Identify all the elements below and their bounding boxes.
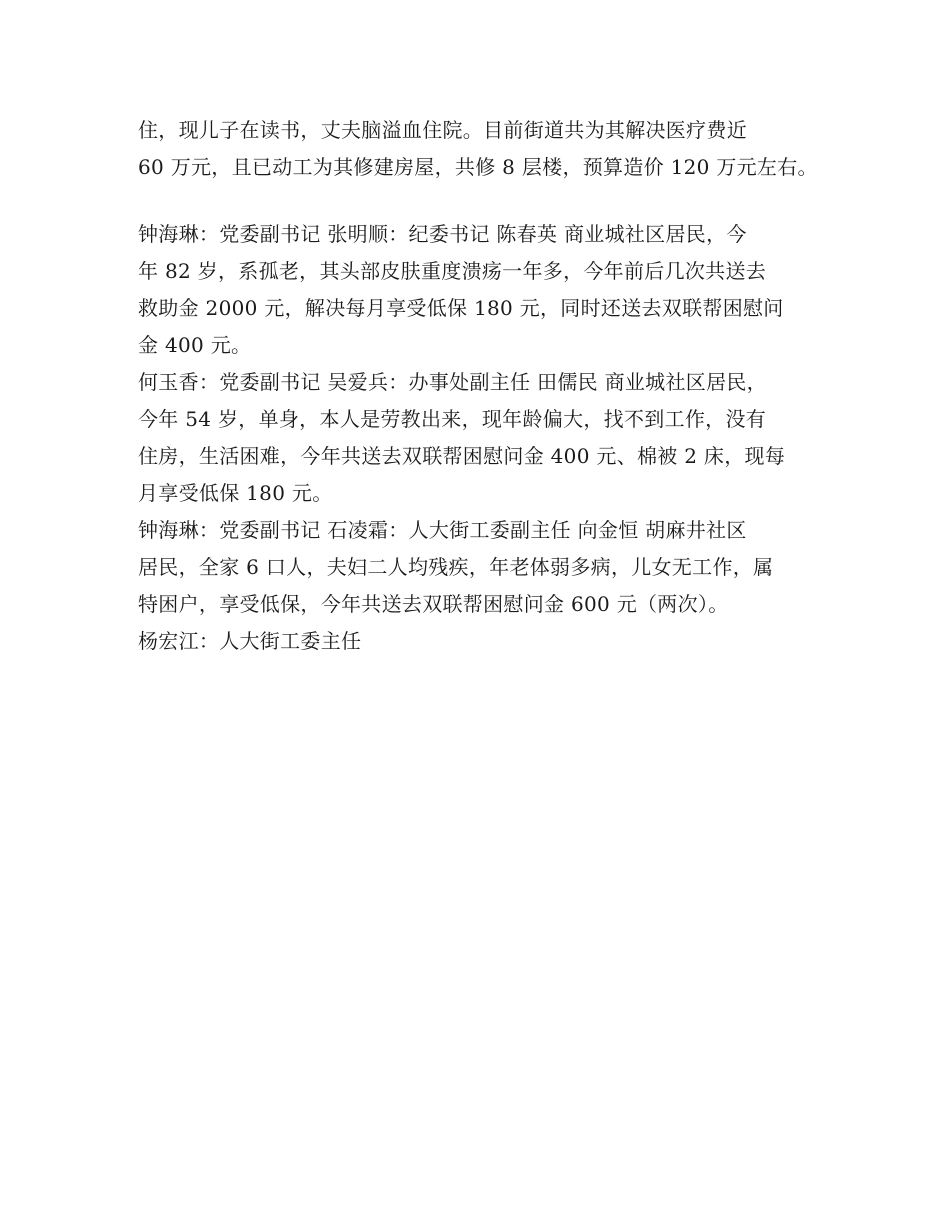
text-line: 何玉香：党委副书记 吴爱兵：办事处副主任 田儒民 商业城社区居民， — [138, 370, 767, 394]
text-line: 救助金 2000 元，解决每月享受低保 180 元，同时还送去双联帮困慰问 — [138, 296, 784, 320]
text-line: 特困户，享受低保，今年共送去双联帮困慰问金 600 元（两次）。 — [138, 592, 729, 616]
text-line: 今年 54 岁，单身，本人是劳教出来，现年龄偏大，找不到工作，没有 — [138, 407, 767, 431]
paragraph-spacer — [138, 186, 828, 216]
paragraph-case-xiang-jinheng — [138, 512, 828, 623]
paragraph-continuation — [138, 112, 828, 186]
paragraph-yang-hongjiang — [138, 623, 828, 660]
text-line: 住，现儿子在读书，丈夫脑溢血住院。目前街道共为其解决医疗费近 — [138, 118, 747, 142]
text-line: 居民，全家 6 口人，夫妇二人均残疾，年老体弱多病，儿女无工作，属 — [138, 555, 774, 579]
text-line: 金 400 元。 — [138, 333, 252, 357]
paragraph-case-tian-rumin — [138, 364, 828, 512]
text-line: 钟海琳：党委副书记 石凌霜：人大街工委副主任 向金恒 胡麻井社区 — [138, 518, 747, 542]
document-body — [138, 112, 828, 660]
paragraph-case-chen-chunying — [138, 216, 828, 364]
text-line: 年 82 岁，系孤老，其头部皮肤重度溃疡一年多，今年前后几次共送去 — [138, 259, 767, 283]
text-line: 60 万元，且已动工为其修建房屋，共修 8 层楼，预算造价 120 万元左右。 — [138, 155, 818, 179]
text-line: 杨宏江：人大街工委主任 — [138, 629, 362, 653]
text-line: 住房，生活困难，今年共送去双联帮困慰问金 400 元、棉被 2 床，现每 — [138, 444, 786, 468]
text-line: 月享受低保 180 元。 — [138, 481, 333, 505]
text-line: 钟海琳：党委副书记 张明顺：纪委书记 陈春英 商业城社区居民，今 — [138, 222, 747, 246]
